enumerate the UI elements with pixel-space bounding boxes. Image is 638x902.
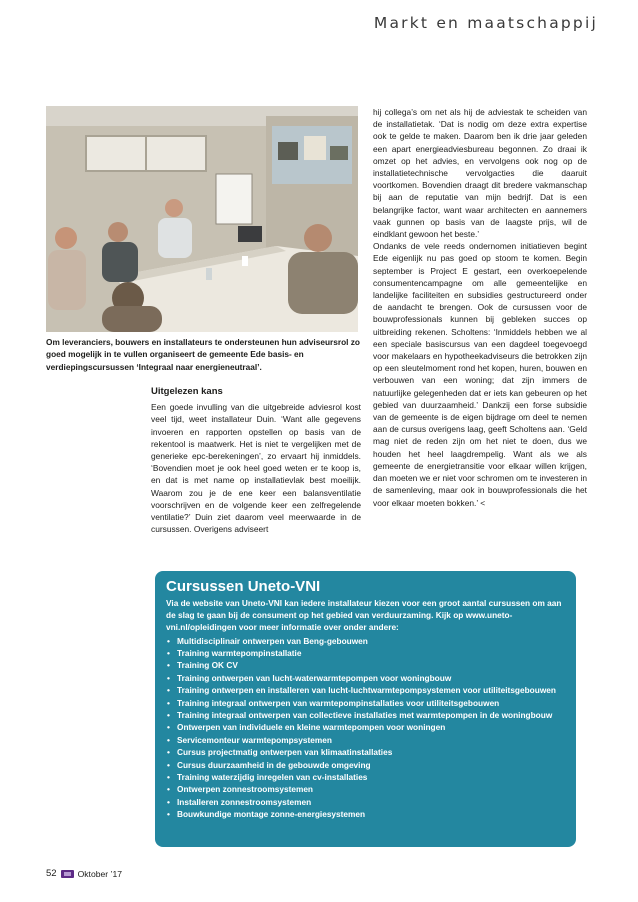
list-item: • Training OK CV xyxy=(166,659,565,671)
list-item: • Training integraal ontwerpen van warmtepompinstallaties voor utiliteitsgebouwen xyxy=(166,697,565,709)
list-item: • Training ontwerpen en installeren van lucht-luchtwarmtepompsystemen voor utiliteitsgebouwen xyxy=(166,684,565,696)
article-paragraph: Een goede invulling van die uitgebreide adviesrol kost veel tijd, weet installateur Duin. ‘Want alle gegevens invoeren en rapporten opstellen op basis van de rekentool is maatwerk. Het is niet te vergelijken met de generieke epc-berekeningen’, zo ervaart hij inmiddels. ‘Bovendien moet je ook heel goed weten er te koop is, en dat is met name op installatievlak best moeilijk. Waarom zou je de ene keer een balansventilatie voorschrijven en de volgende keer een zelfregelende ventilatie?’ Duin ziet daarom veel meerwaarde in de cursussen. Overigens adviseert xyxy=(151,402,361,535)
list-item: • Ontwerpen zonnestroomsystemen xyxy=(166,783,565,795)
infobox-intro: Via de website van Uneto-VNI kan iedere installateur kiezen voor een groot aantal cursussen om aan de slag te gaan bij de consument op het gebied van verduurzaming. Kijk op www.uneto-vni.nl/opleidingen voor meer informatie over onder andere: xyxy=(166,598,562,633)
list-item: • Training warmtepompinstallatie xyxy=(166,647,565,659)
page-number: 52 xyxy=(46,868,57,879)
list-item: • Training integraal ontwerpen van collectieve installaties met warmtepompen in de woningbouw xyxy=(166,709,565,721)
list-item: • Multidisciplinair ontwerpen van Beng-gebouwen xyxy=(166,635,565,647)
photo-caption: Om leveranciers, bouwers en installateurs te ondersteunen hun adviseursrol zo goed mogelijk in te vullen organiseert de gemeente Ede basis- en verdiepingscursussen ‘Integraal naar energieneutraal’. xyxy=(46,337,360,372)
article-column-left xyxy=(151,386,361,535)
list-item: • Bouwkundige montage zonne-energiesystemen xyxy=(166,808,565,820)
courses-infobox xyxy=(155,571,576,847)
article-paragraph: hij collega’s om net als hij de adviestak te scheiden van de installatietak. ‘Dat is nodig om deze extra expertise ook te gelde te maken. Daarom ben ik drie jaar geleden een apart energieadviesbureau begonnen. Zo draai ik omzet op het advies, en vervolgens ook nog op de installatietechnische vervolgacties die daaruit voortkomen. Bovendien draagt dit bredere vakmanschap bij aan de reputatie van mijn bedrijf. Dat is een belangrijke factor, want waar architecten en aannemers vaak gunnen op basis van de laagste prijs, wil de eindklant gewoon het beste.’ xyxy=(373,107,587,240)
list-item: • Cursus duurzaamheid in de gebouwde omgeving xyxy=(166,759,565,771)
list-item: • Servicemonteur warmtepompsystemen xyxy=(166,734,565,746)
article-paragraph: Ondanks de vele reeds ondernomen initiatieven begint Ede eigenlijk nu pas goed op stoom te komen. Begin september is Project E gestart, een overkoepelende consumentencampagne om alle gemeentelijke en landelijke faciliteiten en subsidies gestructureerd onder de aandacht te brengen. Ook de cursussen voor de bouwprofessionals kunnen bij gebleken succes op uitbreiding rekenen. Scholtens: ‘Inmiddels hebben we al een speciale basiscursus van een dagdeel toegevoegd voor makelaars en hypotheekadviseurs die betrokken zijn op een sleutelmoment rond het kopen, huren, bouwen en verbouwen van een woning; dat zijn immers de natuurlijke gelegenheden dat er iets kan gebeuren op het gebied van duurzaamheid.’ Dankzij een forse subsidie van de gemeente is de eigen bijdrage om deel te nemen aan de cursus overigens laag, geeft Scholtens aan. ‘Geld mag niet de reden zijn om het niet te doen, dus we houden het heel laagdrempelig. Want als we als gemeente de energietransitie voor elkaar willen krijgen, dan moeten we er niet voor schromen om te investeren in de samenleving, maar ook in bouwprofessionals die het voor elkaar moeten bokken.’ < xyxy=(373,241,587,508)
list-item: • Training ontwerpen van lucht-waterwarmtepompen voor woningbouw xyxy=(166,672,565,684)
article-subhead: Uitgelezen kans xyxy=(151,386,223,397)
meeting-room-photo xyxy=(46,106,358,332)
list-item: • Cursus projectmatig ontwerpen van klimaatinstallaties xyxy=(166,746,565,758)
list-item: • Training waterzijdig inregelen van cv-installaties xyxy=(166,771,565,783)
list-item: • Ontwerpen van individuele en kleine warmtepompen voor woningen xyxy=(166,721,565,733)
infobox-title: Cursussen Uneto-VNI xyxy=(166,578,321,595)
page-footer xyxy=(46,868,122,879)
issue-date: Oktober ’17 xyxy=(77,868,123,879)
course-list xyxy=(166,635,565,821)
section-title: Markt en maatschappij xyxy=(373,14,598,32)
magazine-logo-icon xyxy=(61,870,74,878)
article-photo xyxy=(46,106,358,332)
article-column-right xyxy=(373,106,587,509)
list-item: • Installeren zonnestroomsystemen xyxy=(166,796,565,808)
